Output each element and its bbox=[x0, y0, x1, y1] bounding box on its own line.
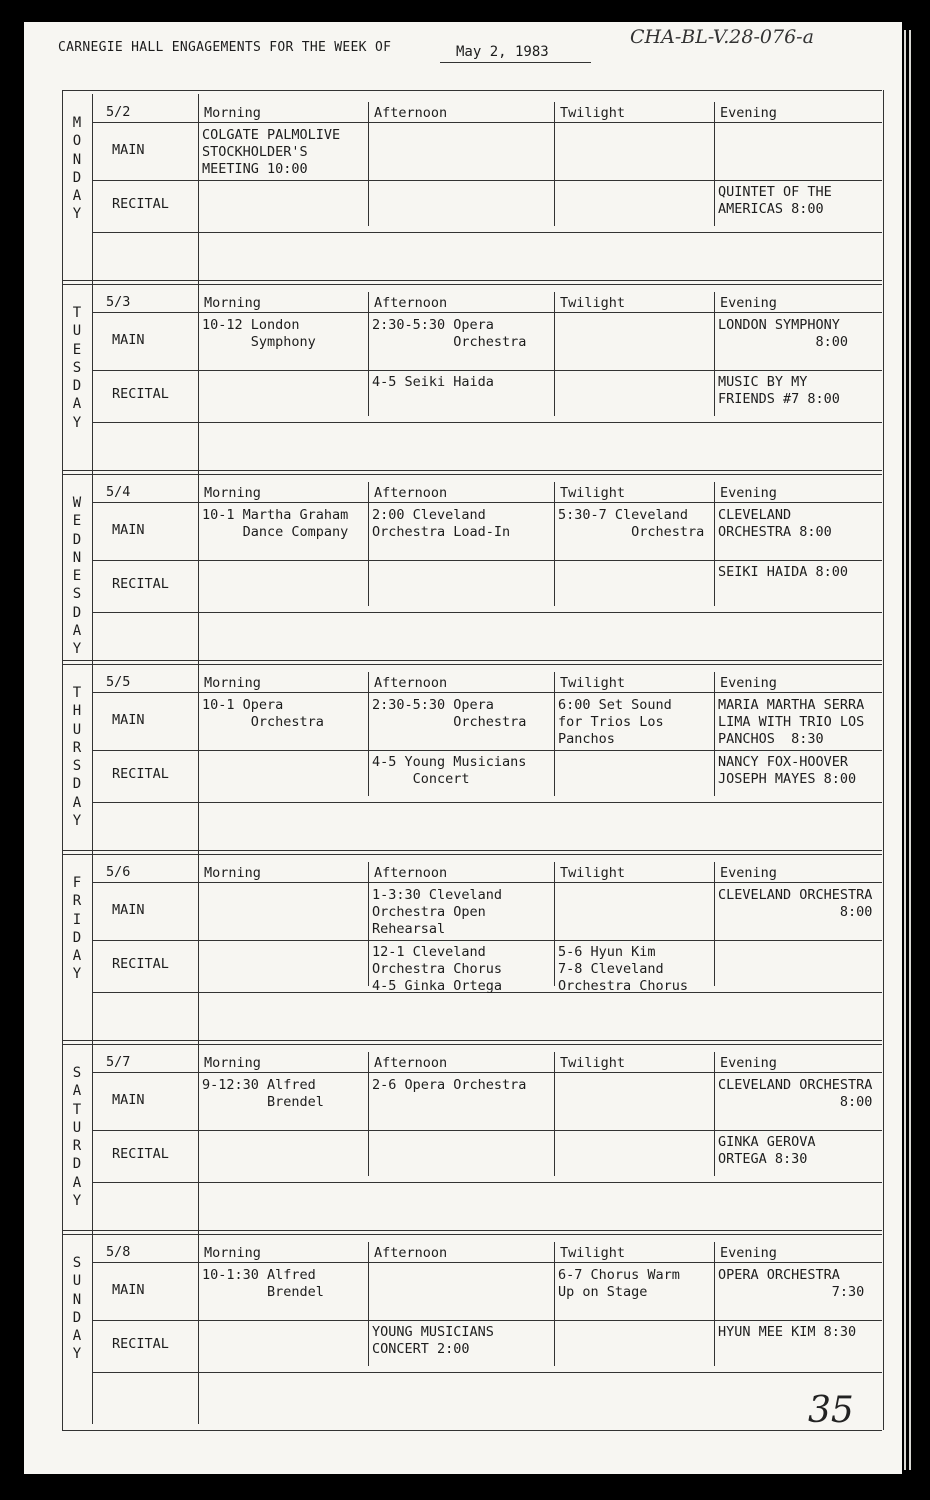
schedule-entry-recital-evening: MUSIC BY MY FRIENDS #7 8:00 bbox=[718, 374, 840, 407]
column-header-twilight: Twilight bbox=[560, 865, 626, 881]
column-header-morning: Morning bbox=[204, 295, 261, 311]
column-separator bbox=[554, 292, 555, 416]
column-separator bbox=[554, 1052, 555, 1176]
schedule-entry-recital-afternoon: 12-1 Cleveland Orchestra Chorus 4-5 Ginka Ortega bbox=[372, 944, 503, 994]
schedule-entry-recital-evening: QUINTET OF THE AMERICAS 8:00 bbox=[718, 184, 832, 217]
document-title: CARNEGIE HALL ENGAGEMENTS FOR THE WEEK OF bbox=[58, 40, 392, 55]
row-line bbox=[92, 232, 882, 233]
day-name: T H U R S D A Y bbox=[72, 685, 82, 830]
day-block bbox=[62, 474, 882, 664]
row-line bbox=[92, 370, 882, 371]
day-date: 5/8 bbox=[106, 1244, 131, 1260]
day-date: 5/7 bbox=[106, 1054, 131, 1070]
day-separator bbox=[62, 1234, 882, 1235]
schedule-entry-main-morning: 9-12:30 Alfred Brendel bbox=[202, 1077, 324, 1110]
column-header-evening: Evening bbox=[720, 295, 777, 311]
row-line bbox=[92, 692, 882, 693]
column-header-twilight: Twilight bbox=[560, 1055, 626, 1071]
schedule-entry-main-twilight: 6-7 Chorus Warm Up on Stage bbox=[558, 1267, 680, 1300]
row-label-recital: RECITAL bbox=[112, 766, 169, 782]
day-block bbox=[62, 1234, 882, 1424]
row-label-recital: RECITAL bbox=[112, 386, 169, 402]
column-separator bbox=[368, 1242, 369, 1366]
column-separator bbox=[714, 1052, 715, 1176]
day-separator bbox=[62, 470, 882, 471]
page-edge bbox=[909, 30, 911, 1470]
column-header-evening: Evening bbox=[720, 1245, 777, 1261]
day-date: 5/6 bbox=[106, 864, 131, 880]
column-separator bbox=[714, 862, 715, 986]
schedule-entry-recital-evening: NANCY FOX-HOOVER JOSEPH MAYES 8:00 bbox=[718, 754, 857, 787]
day-name: M O N D A Y bbox=[72, 115, 82, 223]
column-separator bbox=[554, 1242, 555, 1366]
schedule-entry-main-morning: 10-1 Opera Orchestra bbox=[202, 697, 324, 730]
row-line bbox=[92, 1262, 882, 1263]
day-separator bbox=[62, 1040, 882, 1041]
row-label-main: MAIN bbox=[112, 142, 145, 158]
day-block bbox=[62, 1044, 882, 1234]
column-separator bbox=[368, 292, 369, 416]
day-name: S A T U R D A Y bbox=[72, 1065, 82, 1210]
column-header-twilight: Twilight bbox=[560, 105, 626, 121]
schedule-entry-recital-evening: SEIKI HAIDA 8:00 bbox=[718, 564, 849, 580]
column-separator bbox=[714, 1242, 715, 1366]
column-header-afternoon: Afternoon bbox=[374, 485, 448, 501]
row-label-main: MAIN bbox=[112, 1092, 145, 1108]
schedule-entry-main-evening: LONDON SYMPHONY 8:00 bbox=[718, 317, 849, 350]
day-separator bbox=[62, 284, 882, 285]
day-block bbox=[62, 854, 882, 1044]
row-label-main: MAIN bbox=[112, 902, 145, 918]
column-header-afternoon: Afternoon bbox=[374, 675, 448, 691]
row-line bbox=[92, 422, 882, 423]
row-line bbox=[92, 122, 882, 123]
column-separator bbox=[714, 672, 715, 796]
schedule-entry-recital-afternoon: 4-5 Seiki Haida bbox=[372, 374, 494, 390]
column-separator bbox=[368, 672, 369, 796]
day-separator bbox=[62, 850, 882, 851]
schedule-entry-main-evening: CLEVELAND ORCHESTRA 8:00 bbox=[718, 887, 873, 920]
column-header-morning: Morning bbox=[204, 675, 261, 691]
day-date: 5/2 bbox=[106, 104, 131, 120]
column-separator bbox=[714, 482, 715, 606]
day-separator bbox=[62, 660, 882, 661]
row-line bbox=[92, 502, 882, 503]
day-separator bbox=[62, 1230, 882, 1231]
schedule-entry-recital-afternoon: YOUNG MUSICIANS CONCERT 2:00 bbox=[372, 1324, 494, 1357]
column-header-afternoon: Afternoon bbox=[374, 1245, 448, 1261]
day-separator bbox=[62, 474, 882, 475]
day-date: 5/5 bbox=[106, 674, 131, 690]
day-separator bbox=[62, 854, 882, 855]
schedule-entry-main-afternoon: 2:00 Cleveland Orchestra Load-In bbox=[372, 507, 511, 540]
row-line bbox=[92, 1320, 882, 1321]
row-label-recital: RECITAL bbox=[112, 196, 169, 212]
row-line bbox=[92, 882, 882, 883]
day-date: 5/3 bbox=[106, 294, 131, 310]
column-separator bbox=[368, 482, 369, 606]
column-header-evening: Evening bbox=[720, 105, 777, 121]
column-separator bbox=[554, 672, 555, 796]
column-separator bbox=[554, 102, 555, 226]
row-label-recital: RECITAL bbox=[112, 1336, 169, 1352]
schedule-entry-main-morning: 10-1 Martha Graham Dance Company bbox=[202, 507, 349, 540]
day-block bbox=[62, 94, 882, 284]
schedule-entry-main-twilight: 6:00 Set Sound for Trios Los Panchos bbox=[558, 697, 672, 747]
column-header-twilight: Twilight bbox=[560, 295, 626, 311]
day-block bbox=[62, 284, 882, 474]
column-header-evening: Evening bbox=[720, 675, 777, 691]
row-line bbox=[92, 180, 882, 181]
column-header-morning: Morning bbox=[204, 105, 261, 121]
row-label-recital: RECITAL bbox=[112, 956, 169, 972]
day-name: S U N D A Y bbox=[72, 1255, 82, 1363]
schedule-entry-recital-evening: HYUN MEE KIM 8:30 bbox=[718, 1324, 857, 1340]
schedule-entry-recital-twilight: 5-6 Hyun Kim 7-8 Cleveland Orchestra Chorus bbox=[558, 944, 689, 994]
column-header-twilight: Twilight bbox=[560, 1245, 626, 1261]
row-line bbox=[92, 940, 882, 941]
column-header-morning: Morning bbox=[204, 1055, 261, 1071]
day-name: W E D N E S D A Y bbox=[72, 495, 82, 658]
row-line bbox=[92, 1182, 882, 1183]
day-block bbox=[62, 664, 882, 854]
day-separator bbox=[62, 280, 882, 281]
column-header-morning: Morning bbox=[204, 865, 261, 881]
row-line bbox=[92, 1130, 882, 1131]
column-header-afternoon: Afternoon bbox=[374, 1055, 448, 1071]
row-line bbox=[92, 750, 882, 751]
schedule-entry-main-afternoon: 1-3:30 Cleveland Orchestra Open Rehearsal bbox=[372, 887, 503, 937]
day-separator bbox=[62, 664, 882, 665]
bottom-border bbox=[62, 1430, 882, 1431]
schedule-entry-main-evening: CLEVELAND ORCHESTRA 8:00 bbox=[718, 507, 832, 540]
column-separator bbox=[368, 1052, 369, 1176]
row-line bbox=[92, 1372, 882, 1373]
column-header-afternoon: Afternoon bbox=[374, 865, 448, 881]
row-line bbox=[92, 1072, 882, 1073]
schedule-entry-recital-afternoon: 4-5 Young Musicians Concert bbox=[372, 754, 527, 787]
column-header-evening: Evening bbox=[720, 1055, 777, 1071]
column-separator bbox=[714, 102, 715, 226]
schedule-entry-main-evening: OPERA ORCHESTRA 7:30 bbox=[718, 1267, 865, 1300]
week-date: May 2, 1983 bbox=[440, 44, 591, 63]
schedule-entry-main-twilight: 5:30-7 Cleveland Orchestra bbox=[558, 507, 705, 540]
day-name: F R I D A Y bbox=[72, 875, 82, 983]
row-label-recital: RECITAL bbox=[112, 576, 169, 592]
row-label-main: MAIN bbox=[112, 332, 145, 348]
column-header-afternoon: Afternoon bbox=[374, 105, 448, 121]
column-separator bbox=[554, 482, 555, 606]
column-header-afternoon: Afternoon bbox=[374, 295, 448, 311]
schedule-entry-main-evening: MARIA MARTHA SERRA LIMA WITH TRIO LOS PANCHOS 8:30 bbox=[718, 697, 865, 747]
top-border bbox=[62, 90, 882, 91]
schedule-entry-recital-evening: GINKA GEROVA ORTEGA 8:30 bbox=[718, 1134, 816, 1167]
schedule-entry-main-afternoon: 2:30-5:30 Opera Orchestra bbox=[372, 317, 527, 350]
column-separator bbox=[554, 862, 555, 986]
column-separator bbox=[714, 292, 715, 416]
day-date: 5/4 bbox=[106, 484, 131, 500]
schedule-entry-main-morning: 10-12 London Symphony bbox=[202, 317, 316, 350]
column-header-evening: Evening bbox=[720, 485, 777, 501]
row-label-main: MAIN bbox=[112, 1282, 145, 1298]
day-name: T U E S D A Y bbox=[72, 305, 82, 431]
column-header-morning: Morning bbox=[204, 1245, 261, 1261]
schedule-entry-main-evening: CLEVELAND ORCHESTRA 8:00 bbox=[718, 1077, 873, 1110]
column-header-evening: Evening bbox=[720, 865, 777, 881]
row-label-recital: RECITAL bbox=[112, 1146, 169, 1162]
column-header-twilight: Twilight bbox=[560, 485, 626, 501]
row-line bbox=[92, 312, 882, 313]
schedule-entry-main-afternoon: 2:30-5:30 Opera Orchestra bbox=[372, 697, 527, 730]
handwritten-archive-code: CHA-BL-V.28-076-a bbox=[630, 26, 814, 48]
row-label-main: MAIN bbox=[112, 712, 145, 728]
row-label-main: MAIN bbox=[112, 522, 145, 538]
column-separator bbox=[368, 862, 369, 986]
column-header-morning: Morning bbox=[204, 485, 261, 501]
day-separator bbox=[62, 1044, 882, 1045]
schedule-entry-main-morning: COLGATE PALMOLIVE STOCKHOLDER'S MEETING 10:00 bbox=[202, 127, 341, 177]
schedule-entry-main-morning: 10-1:30 Alfred Brendel bbox=[202, 1267, 324, 1300]
schedule-entry-main-afternoon: 2-6 Opera Orchestra bbox=[372, 1077, 527, 1093]
page-edge bbox=[904, 30, 906, 1470]
row-line bbox=[92, 612, 882, 613]
row-line bbox=[92, 560, 882, 561]
column-separator bbox=[368, 102, 369, 226]
row-line bbox=[92, 802, 882, 803]
handwritten-page-number: 35 bbox=[808, 1390, 854, 1431]
column-header-twilight: Twilight bbox=[560, 675, 626, 691]
